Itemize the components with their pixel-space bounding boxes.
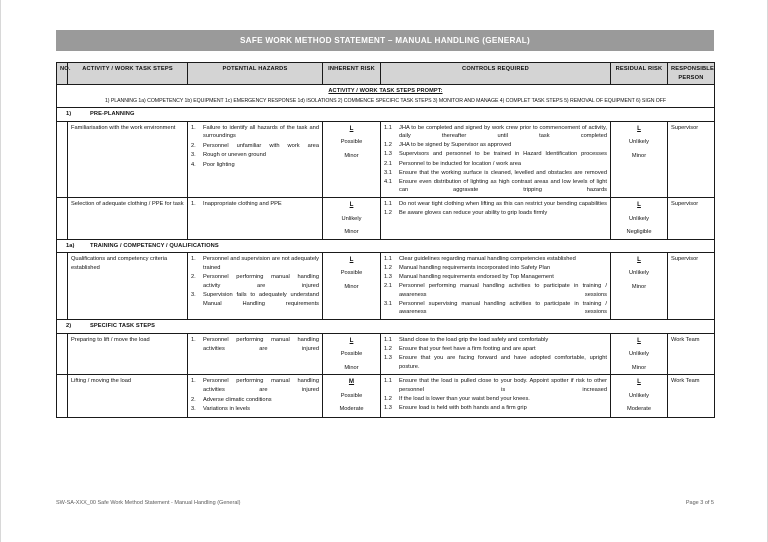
controls-cell bbox=[381, 121, 611, 197]
control-text: Ensure that your feet have a firm footing and are apart bbox=[399, 346, 536, 353]
control-item bbox=[384, 404, 607, 413]
residual-risk-likelihood: Unlikely bbox=[629, 139, 649, 146]
control-item bbox=[384, 141, 607, 150]
table-header-row bbox=[57, 63, 715, 85]
control-text: Personnel to be inducted for location / work area bbox=[399, 160, 522, 167]
control-text: If the load is lower than your waist bend your knees. bbox=[399, 396, 530, 403]
column-header-controls: CONTROLS REQUIRED bbox=[381, 63, 611, 85]
control-number: 1.1 bbox=[384, 124, 392, 131]
hazard-text: Failure to identify all hazards of the task and surroundings bbox=[203, 124, 319, 140]
control-text: Manual handling requirements incorporated into Safety Plan bbox=[399, 265, 551, 272]
control-number: 4.1 bbox=[384, 178, 392, 185]
swms-sheet bbox=[56, 0, 714, 418]
residual-risk-letter: L bbox=[637, 378, 641, 386]
inherent-risk-cell bbox=[323, 375, 381, 417]
hazard-text: Inappropriate clothing and PPE bbox=[203, 201, 282, 208]
responsible-person-cell: Work Team bbox=[668, 375, 715, 417]
control-number: 1.2 bbox=[384, 142, 392, 149]
control-item bbox=[384, 282, 607, 299]
hazard-text: Supervision fails to adequately understand Manual Handling requirements bbox=[203, 292, 319, 307]
page-footer bbox=[56, 500, 714, 506]
hazard-item bbox=[191, 396, 319, 405]
section-number: 1a) bbox=[66, 242, 75, 249]
section-label: TRAINING / COMPETENCY / QUALIFICATIONS bbox=[90, 242, 219, 249]
inherent-risk-likelihood: Unlikely bbox=[341, 215, 362, 222]
table-body bbox=[57, 85, 715, 418]
section-header-row bbox=[57, 108, 715, 122]
inherent-risk-consequence: Minor bbox=[344, 229, 359, 236]
column-header-no: NO. bbox=[57, 63, 68, 85]
activity-cell: Qualifications and competency criteria established bbox=[68, 253, 188, 320]
control-list bbox=[384, 200, 607, 218]
hazard-text: Personnel performing manual handling activity are injured bbox=[203, 274, 319, 289]
inherent-risk-consequence: Minor bbox=[344, 364, 359, 371]
activity-cell: Familiarisation with the work environment bbox=[68, 121, 188, 197]
section-label: SPECIFIC TASK STEPS bbox=[90, 323, 155, 330]
hazard-text: Variations in levels bbox=[203, 406, 250, 413]
hazard-item bbox=[191, 336, 319, 353]
residual-risk-consequence: Negligible bbox=[626, 229, 652, 236]
inherent-risk-likelihood: Possible bbox=[340, 392, 363, 399]
control-number: 2.1 bbox=[384, 283, 392, 290]
inherent-risk-letter: L bbox=[349, 124, 354, 132]
hazards-cell bbox=[188, 375, 323, 417]
control-number: 1.1 bbox=[384, 337, 392, 344]
residual-risk-consequence: Minor bbox=[631, 364, 647, 371]
hazard-number: 3. bbox=[191, 406, 196, 413]
table-row bbox=[57, 253, 715, 320]
hazard-item bbox=[191, 405, 319, 414]
hazards-cell bbox=[188, 198, 323, 239]
hazards-cell bbox=[188, 253, 323, 320]
column-header-activity: ACTIVITY / WORK TASK STEPS bbox=[68, 63, 188, 85]
hazard-text: Personnel performing manual handling activities are injured bbox=[203, 337, 319, 352]
hazard-list bbox=[191, 377, 319, 413]
residual-risk-likelihood: Unlikely bbox=[629, 392, 649, 399]
responsible-person-cell: Work Team bbox=[668, 334, 715, 375]
residual-risk-cell bbox=[611, 375, 668, 417]
inherent-risk-likelihood: Possible bbox=[340, 270, 363, 277]
inherent-risk-letter: L bbox=[349, 256, 354, 264]
control-text: Ensure load is held with both hands and a firm grip bbox=[399, 405, 527, 412]
column-header-hazards: POTENTIAL HAZARDS bbox=[188, 63, 323, 85]
inherent-risk-letter: L bbox=[349, 337, 354, 345]
residual-risk-consequence: Moderate bbox=[626, 406, 652, 413]
control-text: Personnel performing manual handling activities to participate in training / awareness sessions bbox=[399, 283, 607, 298]
inherent-risk-likelihood: Possible bbox=[340, 351, 363, 358]
row-no-cell bbox=[57, 334, 68, 375]
section-header-row bbox=[57, 239, 715, 253]
hazard-number: 1. bbox=[191, 256, 196, 263]
control-text: Stand close to the load grip the load safely and comfortably bbox=[399, 337, 549, 344]
residual-risk-likelihood: Unlikely bbox=[629, 270, 649, 277]
hazard-number: 1. bbox=[191, 201, 196, 208]
prompt-row bbox=[57, 85, 715, 108]
hazard-item bbox=[191, 200, 319, 209]
control-item bbox=[384, 345, 607, 354]
controls-cell bbox=[381, 375, 611, 417]
residual-risk-cell bbox=[611, 253, 668, 320]
residual-risk-cell bbox=[611, 198, 668, 239]
hazard-number: 2. bbox=[191, 396, 196, 403]
hazard-number: 1. bbox=[191, 124, 196, 131]
prompt-title: ACTIVITY / WORK TASK STEPS PROMPT: bbox=[328, 88, 443, 95]
section-header-cell bbox=[57, 108, 715, 122]
hazard-list bbox=[191, 336, 319, 353]
control-item bbox=[384, 264, 607, 273]
hazard-text: Personnel and supervision are not adequately trained bbox=[203, 256, 319, 271]
activity-cell: Selection of adequate clothing / PPE for task bbox=[68, 198, 188, 239]
hazard-number: 1. bbox=[191, 378, 196, 385]
prompt-steps-line: 1) PLANNING 1a) COMPETENCY 1b) EQUIPMENT 1c) EMERGENCY RESPONSE 1d) ISOLATIONS 2) COMMENCE SPECIFIC TASK STEPS 3) MONITOR AND MANAGE 4) COMPLET TASK STEPS 5) REMOVAL OF EQUIPMENT 6) SIGN OFF bbox=[104, 97, 667, 104]
controls-cell bbox=[381, 253, 611, 320]
section-label: PRE-PLANNING bbox=[90, 111, 135, 118]
hazard-text: Personnel unfamiliar with work area bbox=[203, 142, 319, 149]
control-list bbox=[384, 377, 607, 412]
control-number: 2.1 bbox=[384, 160, 392, 167]
control-item bbox=[384, 255, 607, 264]
table-row bbox=[57, 198, 715, 239]
responsible-person-cell: Supervisor bbox=[668, 121, 715, 197]
hazard-number: 3. bbox=[191, 152, 196, 159]
hazard-item bbox=[191, 255, 319, 272]
control-number: 1.2 bbox=[384, 265, 392, 272]
control-number: 1.3 bbox=[384, 274, 392, 281]
activity-cell: Preparing to lift / move the load bbox=[68, 334, 188, 375]
control-item bbox=[384, 124, 607, 141]
residual-risk-likelihood: Unlikely bbox=[629, 215, 649, 222]
swms-table bbox=[56, 62, 715, 418]
table-row bbox=[57, 334, 715, 375]
hazard-item bbox=[191, 142, 319, 151]
residual-risk-cell bbox=[611, 334, 668, 375]
control-item bbox=[384, 377, 607, 394]
responsible-person-cell: Supervisor bbox=[668, 253, 715, 320]
control-list bbox=[384, 255, 607, 317]
control-number: 1.3 bbox=[384, 405, 392, 412]
inherent-risk-consequence: Minor bbox=[344, 152, 359, 159]
residual-risk-letter: L bbox=[637, 337, 641, 345]
control-item bbox=[384, 300, 607, 317]
column-header-responsible-person: RESPONSIBLE PERSON bbox=[668, 63, 715, 85]
control-text: Clear guidelines regarding manual handling competencies established bbox=[399, 256, 576, 263]
footer-page-number: Page 3 of 5 bbox=[685, 500, 714, 506]
control-item bbox=[384, 336, 607, 345]
hazard-text: Rough or uneven ground bbox=[203, 152, 266, 159]
residual-risk-likelihood: Unlikely bbox=[629, 351, 649, 358]
control-item bbox=[384, 150, 607, 159]
hazard-list bbox=[191, 200, 319, 209]
table-header bbox=[57, 63, 715, 85]
control-item bbox=[384, 354, 607, 371]
control-list bbox=[384, 124, 607, 195]
control-item bbox=[384, 160, 607, 169]
control-text: Do not wear tight clothing when lifting as this can restrict your bending capabilities bbox=[399, 201, 607, 208]
control-number: 1.1 bbox=[384, 378, 392, 385]
hazard-number: 2. bbox=[191, 142, 196, 149]
prompt-cell bbox=[57, 85, 715, 108]
hazard-item bbox=[191, 291, 319, 308]
control-number: 1.2 bbox=[384, 396, 392, 403]
row-no-cell bbox=[57, 375, 68, 417]
control-item bbox=[384, 209, 607, 218]
hazard-text: Personnel performing manual handling activities are injured bbox=[203, 378, 319, 393]
control-item bbox=[384, 178, 607, 195]
inherent-risk-cell bbox=[323, 198, 381, 239]
row-no-cell bbox=[57, 198, 68, 239]
residual-risk-cell bbox=[611, 121, 668, 197]
residual-risk-letter: L bbox=[637, 124, 641, 132]
hazard-item bbox=[191, 151, 319, 160]
section-header-cell bbox=[57, 239, 715, 253]
hazard-item bbox=[191, 161, 319, 170]
control-list bbox=[384, 336, 607, 371]
hazards-cell bbox=[188, 121, 323, 197]
hazard-list bbox=[191, 124, 319, 170]
hazards-cell bbox=[188, 334, 323, 375]
activity-cell: Lifting / moving the load bbox=[68, 375, 188, 417]
control-number: 1.1 bbox=[384, 256, 392, 263]
column-header-residual-risk: RESIDUAL RISK bbox=[611, 63, 668, 85]
table-row bbox=[57, 121, 715, 197]
hazard-item bbox=[191, 273, 319, 290]
hazard-text: Poor lighting bbox=[203, 162, 235, 169]
column-header-inherent-risk: INHERENT RISK bbox=[323, 63, 381, 85]
hazard-text: Adverse climatic conditions bbox=[203, 396, 272, 403]
control-text: Ensure that the load is pulled close to your body. Appoint spotter if risk to other personnel is increased bbox=[399, 378, 607, 393]
inherent-risk-likelihood: Possible bbox=[340, 139, 363, 146]
hazard-list bbox=[191, 255, 319, 308]
inherent-risk-consequence: Minor bbox=[344, 284, 359, 290]
control-text: Ensure that the working surface is cleaned, levelled and obstacles are removed bbox=[399, 169, 607, 176]
inherent-risk-cell bbox=[323, 334, 381, 375]
control-item bbox=[384, 200, 607, 209]
controls-cell bbox=[381, 198, 611, 239]
control-number: 1.2 bbox=[384, 346, 392, 353]
responsible-person-cell: Supervisor bbox=[668, 198, 715, 239]
inherent-risk-cell bbox=[323, 121, 381, 197]
controls-cell bbox=[381, 334, 611, 375]
control-number: 1.3 bbox=[384, 151, 392, 158]
section-header-cell bbox=[57, 320, 715, 334]
row-no-cell bbox=[57, 121, 68, 197]
control-text: JHA to be completed and signed by work crew prior to commencement of activity, daily thereafter until task completed bbox=[399, 124, 607, 140]
section-header-row bbox=[57, 320, 715, 334]
control-text: Personnel supervising manual handling activities to participate in training / awareness sessions bbox=[399, 300, 607, 316]
hazard-number: 2. bbox=[191, 274, 196, 281]
section-number: 1) bbox=[66, 111, 72, 118]
inherent-risk-letter: M bbox=[348, 378, 355, 386]
residual-risk-consequence: Minor bbox=[631, 284, 647, 290]
control-item bbox=[384, 395, 607, 404]
control-number: 1.3 bbox=[384, 355, 392, 362]
hazard-item bbox=[191, 124, 319, 141]
control-number: 1.2 bbox=[384, 210, 392, 217]
inherent-risk-letter: L bbox=[349, 201, 354, 209]
inherent-risk-consequence: Moderate bbox=[339, 406, 364, 413]
inherent-risk-cell bbox=[323, 253, 381, 320]
footer-document-ref: SW-SA-XXX_00 Safe Work Method Statement - Manual Handling (General) bbox=[56, 500, 241, 506]
hazard-number: 4. bbox=[191, 162, 196, 169]
control-text: Ensure even distribution of lighting as high contrast areas and low levels of light can aggravate tripping hazards bbox=[399, 178, 607, 194]
document-title-banner: SAFE WORK METHOD STATEMENT – MANUAL HANDLING (GENERAL) bbox=[56, 30, 714, 51]
control-item bbox=[384, 169, 607, 178]
section-number: 2) bbox=[66, 323, 72, 330]
control-text: Manual handling requirements endorsed by Top Management bbox=[399, 274, 554, 281]
control-item bbox=[384, 273, 607, 282]
control-text: Be aware gloves can reduce your ability to grip loads firmly bbox=[399, 210, 548, 217]
control-text: Supervisors and personnel to be trained in Hazard Identification processes bbox=[399, 151, 607, 158]
residual-risk-letter: L bbox=[637, 256, 641, 264]
hazard-item bbox=[191, 377, 319, 394]
hazard-number: 3. bbox=[191, 292, 196, 299]
residual-risk-consequence: Minor bbox=[631, 152, 647, 159]
control-text: JHA to be signed by Supervisor as approved bbox=[399, 142, 512, 149]
hazard-number: 1. bbox=[191, 337, 196, 344]
residual-risk-letter: L bbox=[637, 201, 641, 209]
table-row bbox=[57, 375, 715, 417]
control-text: Ensure that you are facing forward and have adopted comfortable, upright posture. bbox=[399, 355, 607, 370]
control-number: 1.1 bbox=[384, 201, 392, 208]
row-no-cell bbox=[57, 253, 68, 320]
control-number: 3.1 bbox=[384, 169, 392, 176]
control-number: 3.1 bbox=[384, 300, 392, 307]
